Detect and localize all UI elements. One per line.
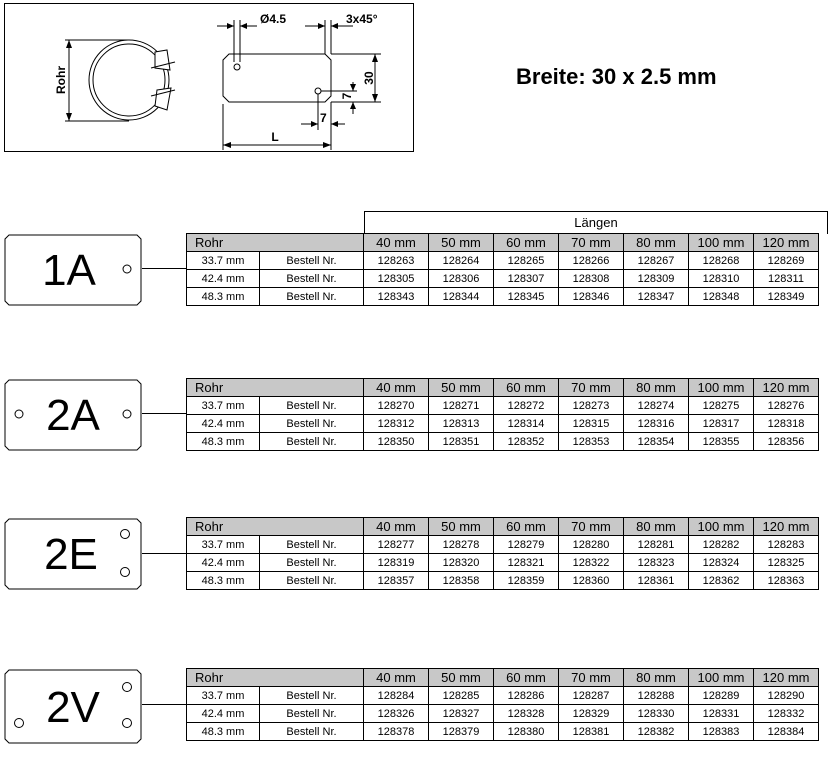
connector-2v [142,704,186,705]
chamfer-dim-label: 3x45° [346,12,378,26]
order-number: 128357 [364,572,429,590]
col-60: 60 mm [494,669,559,687]
order-number: 128281 [624,536,689,554]
col-120: 120 mm [754,379,819,397]
order-number: 128286 [494,687,559,705]
col-60: 60 mm [494,234,559,252]
size-cell: 33.7 mm [187,536,260,554]
plate-2a [4,379,142,451]
order-number: 128266 [559,252,624,270]
plate-2e [4,518,142,590]
bestell-cell: Bestell Nr. [260,433,364,451]
plate-2e-label: 2E [44,530,98,579]
order-number: 128351 [429,433,494,451]
order-number: 128263 [364,252,429,270]
size-cell: 42.4 mm [187,705,260,723]
size-cell: 48.3 mm [187,433,260,451]
height-dim-label: 30 [362,71,376,85]
col-70: 70 mm [559,518,624,536]
table-row [187,433,819,451]
order-number: 128360 [559,572,624,590]
bestell-cell: Bestell Nr. [260,705,364,723]
order-number: 128306 [429,270,494,288]
size-cell: 42.4 mm [187,270,260,288]
order-number: 128384 [754,723,819,741]
order-number: 128310 [689,270,754,288]
table-row [187,288,819,306]
order-number: 128356 [754,433,819,451]
order-number: 128327 [429,705,494,723]
col-80: 80 mm [624,669,689,687]
order-number: 128270 [364,397,429,415]
order-number: 128354 [624,433,689,451]
col-120: 120 mm [754,669,819,687]
order-number: 128309 [624,270,689,288]
connector-2a [142,413,186,414]
connector-2e [142,553,186,554]
order-number: 128268 [689,252,754,270]
width-spec: Breite: 30 x 2.5 mm [516,64,717,89]
order-number: 128314 [494,415,559,433]
order-number: 128379 [429,723,494,741]
hole-dim-label: Ø4.5 [260,12,287,26]
order-number: 128320 [429,554,494,572]
plate-1a [4,234,142,306]
order-number: 128264 [429,252,494,270]
col-70: 70 mm [559,234,624,252]
bestell-cell: Bestell Nr. [260,554,364,572]
offset-h-dim-label: 7 [320,111,327,125]
order-number: 128358 [429,572,494,590]
order-number: 128349 [754,288,819,306]
col-120: 120 mm [754,518,819,536]
order-number: 128311 [754,270,819,288]
col-80: 80 mm [624,379,689,397]
order-number: 128332 [754,705,819,723]
offset-v-dim-label: 7 [340,92,354,100]
order-number: 128269 [754,252,819,270]
order-number: 128317 [689,415,754,433]
order-number: 128343 [364,288,429,306]
table-row [187,415,819,433]
table-row [187,270,819,288]
size-cell: 33.7 mm [187,687,260,705]
order-number: 128353 [559,433,624,451]
bestell-cell: Bestell Nr. [260,397,364,415]
size-cell: 33.7 mm [187,397,260,415]
order-number: 128383 [689,723,754,741]
plate-2v-label: 2V [46,683,100,732]
order-number: 128352 [494,433,559,451]
order-number: 128274 [624,397,689,415]
col-60: 60 mm [494,518,559,536]
order-number: 128350 [364,433,429,451]
order-number: 128346 [559,288,624,306]
plate-2a-label: 2A [46,391,100,440]
order-number: 128277 [364,536,429,554]
col-50: 50 mm [429,234,494,252]
table-row [187,705,819,723]
order-number: 128330 [624,705,689,723]
length-dim-label: L [271,130,279,144]
col-100: 100 mm [689,518,754,536]
order-number: 128381 [559,723,624,741]
order-number: 128362 [689,572,754,590]
order-number: 128284 [364,687,429,705]
order-number: 128312 [364,415,429,433]
order-number: 128316 [624,415,689,433]
rohr-header: Rohr [187,518,364,536]
order-number: 128278 [429,536,494,554]
order-number: 128273 [559,397,624,415]
col-60: 60 mm [494,379,559,397]
rohr-header: Rohr [187,234,364,252]
table-row [187,687,819,705]
order-number: 128280 [559,536,624,554]
bestell-cell: Bestell Nr. [260,252,364,270]
bestell-cell: Bestell Nr. [260,270,364,288]
order-number: 128322 [559,554,624,572]
order-number: 128289 [689,687,754,705]
order-number: 128288 [624,687,689,705]
col-100: 100 mm [689,669,754,687]
order-number: 128323 [624,554,689,572]
size-cell: 48.3 mm [187,723,260,741]
bestell-cell: Bestell Nr. [260,572,364,590]
order-number: 128315 [559,415,624,433]
order-number: 128271 [429,397,494,415]
col-40: 40 mm [364,379,429,397]
col-70: 70 mm [559,379,624,397]
table-row [187,397,819,415]
col-40: 40 mm [364,234,429,252]
order-number: 128287 [559,687,624,705]
order-number: 128324 [689,554,754,572]
order-number: 128275 [689,397,754,415]
col-80: 80 mm [624,518,689,536]
size-cell: 42.4 mm [187,415,260,433]
dimension-drawing [5,4,415,153]
connector-1a [142,268,186,269]
col-50: 50 mm [429,518,494,536]
order-number: 128283 [754,536,819,554]
col-100: 100 mm [689,379,754,397]
order-number: 128348 [689,288,754,306]
order-number: 128345 [494,288,559,306]
order-table-2v [186,668,819,741]
order-number: 128267 [624,252,689,270]
col-40: 40 mm [364,518,429,536]
col-50: 50 mm [429,669,494,687]
order-number: 128308 [559,270,624,288]
order-number: 128285 [429,687,494,705]
order-number: 128344 [429,288,494,306]
table-row [187,723,819,741]
order-number: 128279 [494,536,559,554]
table-row [187,572,819,590]
size-cell: 48.3 mm [187,572,260,590]
table-row [187,536,819,554]
order-number: 128318 [754,415,819,433]
order-number: 128276 [754,397,819,415]
rohr-dim-label: Rohr [54,66,68,94]
order-number: 128347 [624,288,689,306]
plate-1a-label: 1A [42,246,96,295]
order-number: 128382 [624,723,689,741]
order-number: 128307 [494,270,559,288]
col-80: 80 mm [624,234,689,252]
order-number: 128329 [559,705,624,723]
order-number: 128361 [624,572,689,590]
order-number: 128359 [494,572,559,590]
order-table-2a [186,378,819,451]
order-number: 128325 [754,554,819,572]
table-row [187,554,819,572]
size-cell: 42.4 mm [187,554,260,572]
order-number: 128290 [754,687,819,705]
order-number: 128328 [494,705,559,723]
order-number: 128363 [754,572,819,590]
bestell-cell: Bestell Nr. [260,687,364,705]
order-number: 128272 [494,397,559,415]
col-40: 40 mm [364,669,429,687]
size-cell: 33.7 mm [187,252,260,270]
col-100: 100 mm [689,234,754,252]
bestell-cell: Bestell Nr. [260,536,364,554]
order-number: 128331 [689,705,754,723]
order-number: 128321 [494,554,559,572]
order-number: 128326 [364,705,429,723]
order-number: 128313 [429,415,494,433]
lengths-header: Längen [364,211,828,234]
plate-2v [4,669,142,744]
col-120: 120 mm [754,234,819,252]
table-row [187,252,819,270]
bestell-cell: Bestell Nr. [260,723,364,741]
col-50: 50 mm [429,379,494,397]
order-number: 128265 [494,252,559,270]
bestell-cell: Bestell Nr. [260,415,364,433]
order-table-2e [186,517,819,590]
col-70: 70 mm [559,669,624,687]
rohr-header: Rohr [187,379,364,397]
size-cell: 48.3 mm [187,288,260,306]
rohr-header: Rohr [187,669,364,687]
order-number: 128305 [364,270,429,288]
order-number: 128378 [364,723,429,741]
bestell-cell: Bestell Nr. [260,288,364,306]
order-number: 128319 [364,554,429,572]
order-table-1a [186,233,819,306]
order-number: 128380 [494,723,559,741]
order-number: 128355 [689,433,754,451]
order-number: 128282 [689,536,754,554]
technical-drawing [4,3,414,152]
